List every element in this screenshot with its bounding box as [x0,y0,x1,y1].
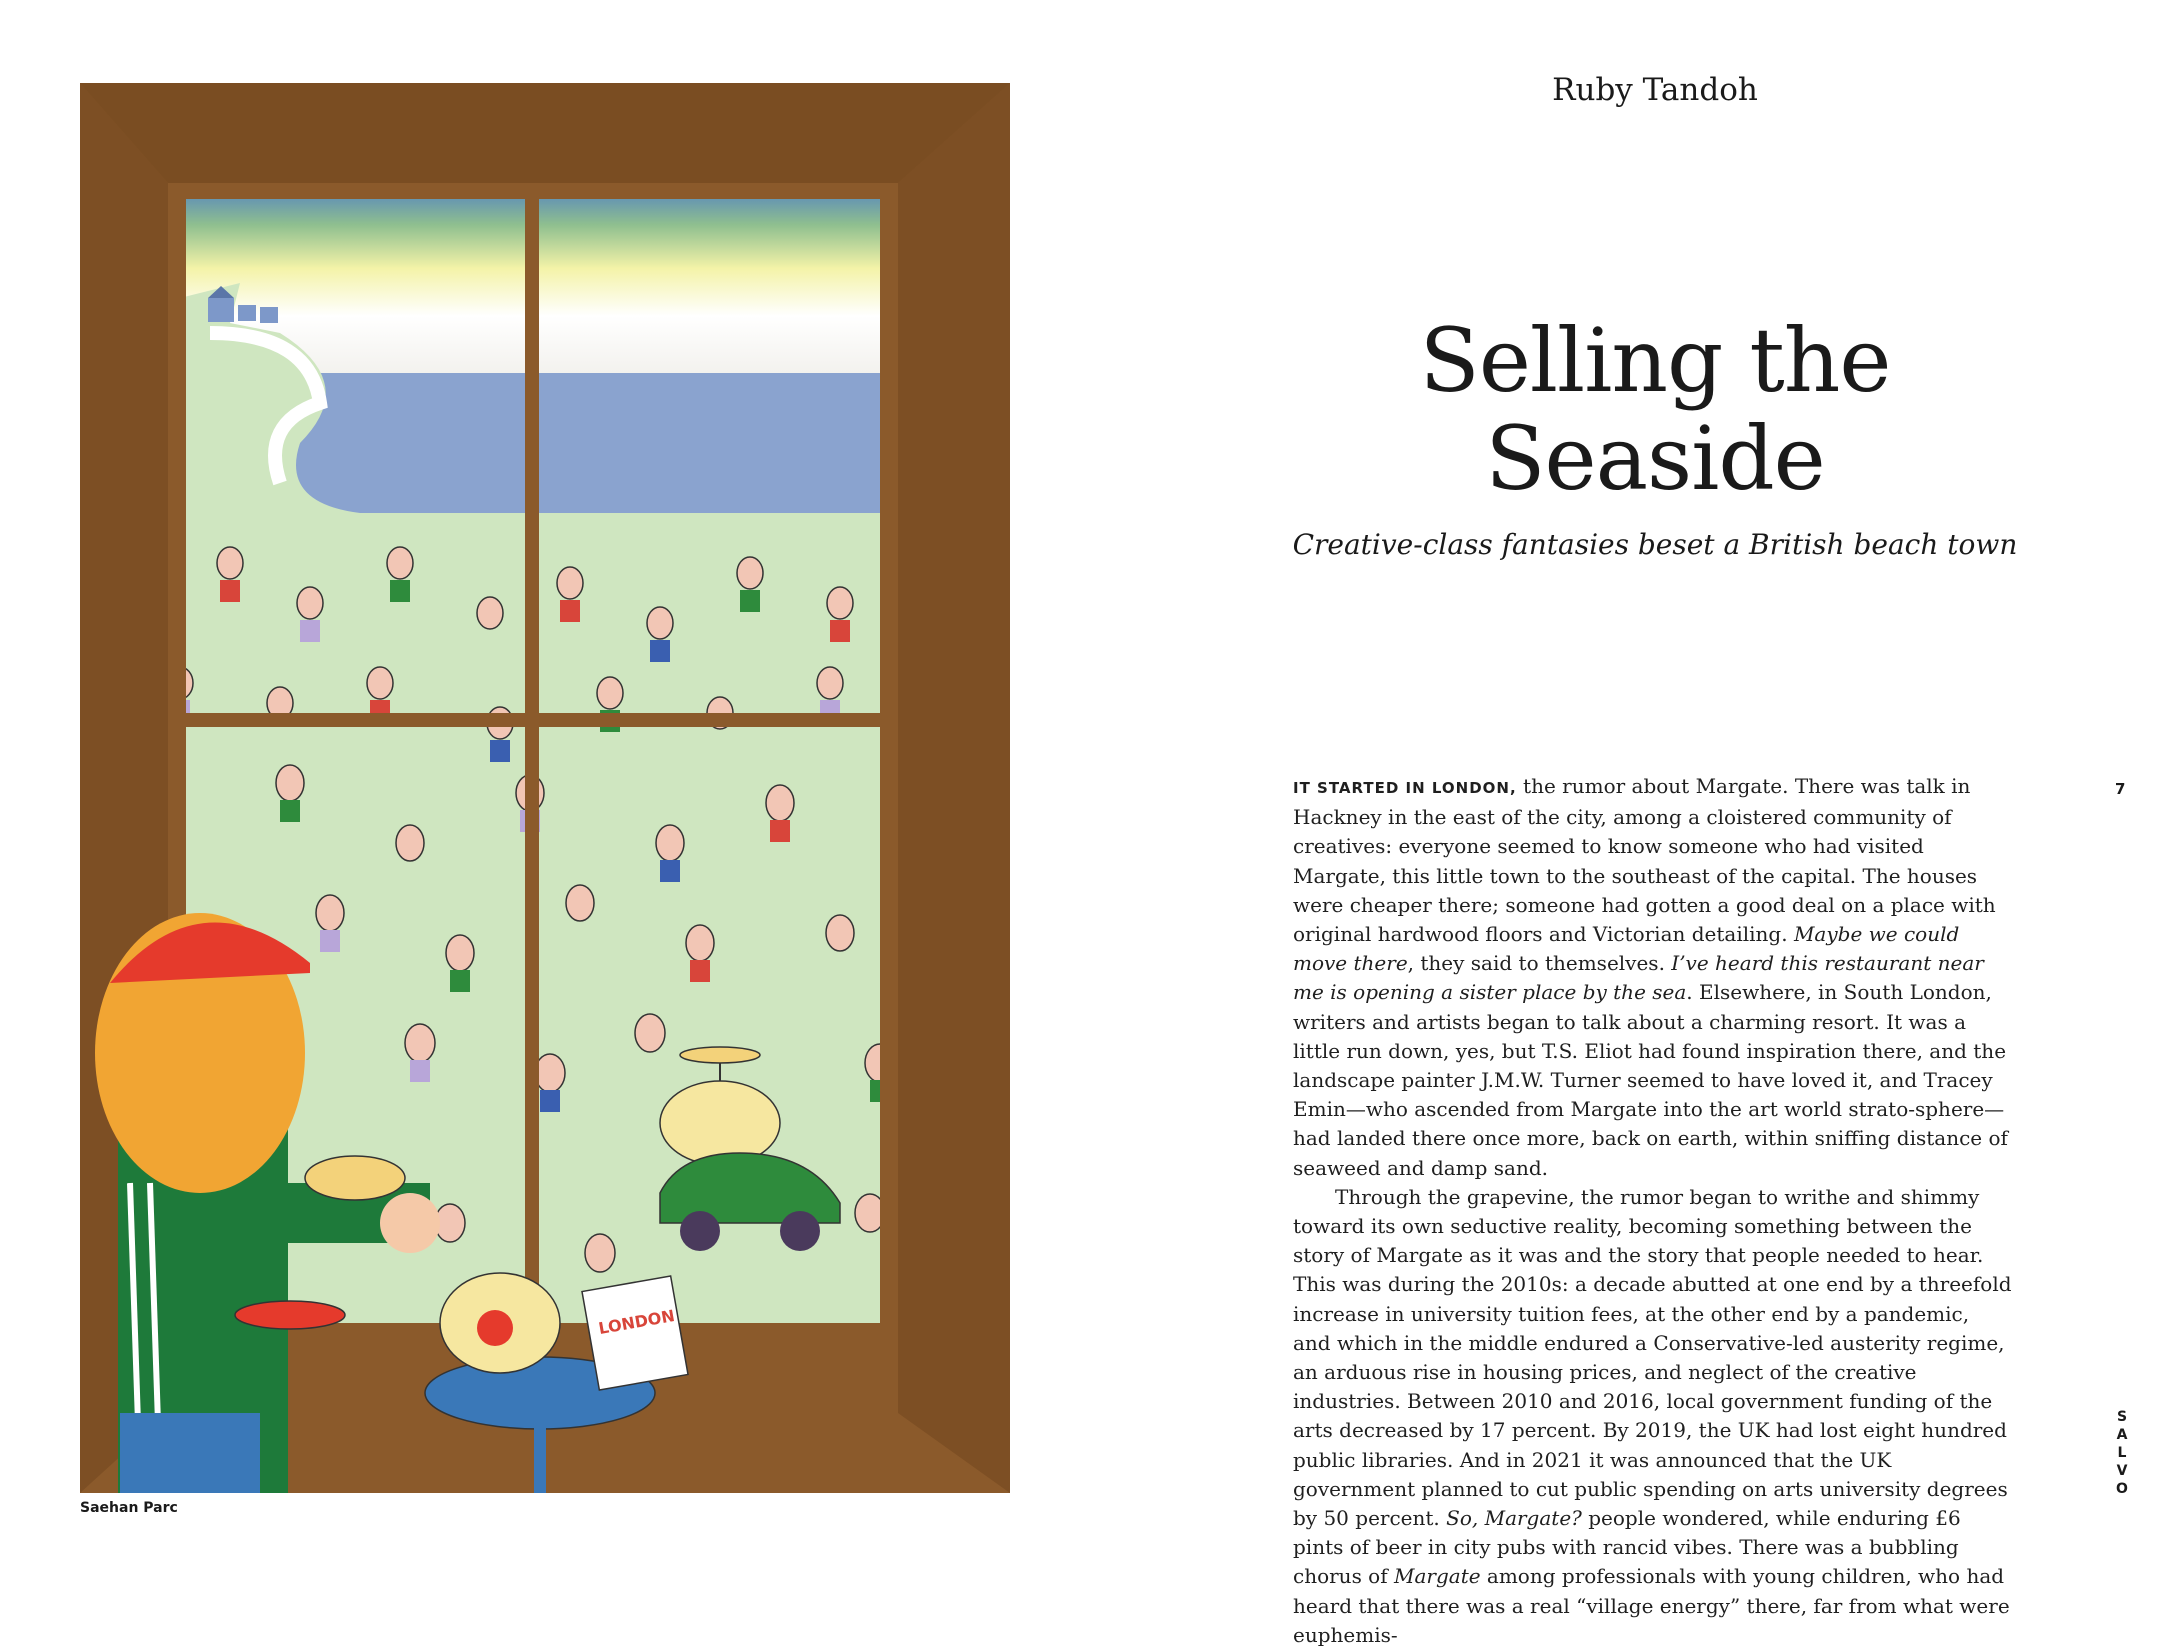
title-line-2: Seaside [1485,407,1825,510]
p1-text-1: the rumor about Margate. There was talk in Hackney in the east of the city, among a cloistered community of creatives: everyone seemed to know someone who had visited Margate, this little town to the southeast of the capital. The houses were cheaper there; someone had gotten a good deal on a place with original hardwood floors and Victorian detailing. [1293,774,1996,947]
p2-italic-1: So, Margate? [1446,1506,1582,1531]
article-title [1310,309,2000,510]
p2-text-2: people wondered, while enduring £6 pints of beer in city pubs with rancid vibes. There was a bubbling chorus of [1293,1506,1961,1589]
lead-in: IT STARTED IN LONDON, [1293,779,1517,797]
section-letter: A [2116,1427,2128,1443]
section-letter: O [2116,1481,2128,1497]
margate-window-illustration [80,83,1010,1493]
p1-italic-1: Maybe we could move there [1293,922,1960,976]
p2-italic-2: Margate [1394,1564,1481,1589]
sign-text: LONDON [597,1306,677,1339]
section-label-salvo [2115,1408,2129,1498]
window-top-jamb [80,83,1010,183]
p2-text-1: Through the grapevine, the rumor began to writhe and shimmy toward its own seductive reality, becoming something between the story of Margate as it was and the story that people needed to hear. This was during the 2010s: a decade abutted at one end by a threefold increase in university tuition fees, at the other end by a pandemic, and which in the middle endured a Conservative-led austerity regime, an arduous rise in housing prices, and neglect of the creative industries. Between 2010 and 2016, local government funding of the arts decreased by 17 percent. By 2019, the UK had lost eight hundred public libraries. And in 2021 it was announced that the UK government planned to cut public spending on arts university degrees by 50 percent. [1293,1184,2012,1531]
p1-text-3: . Elsewhere, in South London, writers and artists began to talk about a charming resort. It was a little run down, yes, but T.S. Eliot had found inspiration there, and the landscape painter J.M.W. Turner seemed to have loved it, and Tracey Emin—who ascended from Margate into the art world strato-sphere—had landed there once more, back on earth, within sniffing distance of seaweed and damp sand. [1293,980,2008,1180]
p1-italic-2: I’ve heard this restaurant near me is opening a sister place by the sea [1293,951,1984,1005]
section-letter: S [2116,1409,2128,1425]
p1-text-2: , they said to themselves. [1407,951,1672,976]
author-name: Ruby Tandoh [1552,72,1758,108]
p2-text-3: among professionals with young children, who had heard that there was a real “village energy” there, far from what were euphemis- [1293,1564,2010,1647]
section-letter: L [2117,1445,2127,1461]
page-number: 7 [2115,780,2126,798]
window-right-jamb [898,83,1010,1493]
article-body [1293,772,2013,1650]
illustration-credit: Saehan Parc [80,1500,178,1516]
illustration [80,83,1010,1493]
paragraph-2 [1293,1183,2013,1650]
title-line-1: Selling the [1419,309,1891,412]
section-letter: V [2116,1463,2128,1479]
article-dek: Creative-class fantasies beset a British beach town [1292,528,2018,561]
paragraph-1 [1293,772,2013,1183]
